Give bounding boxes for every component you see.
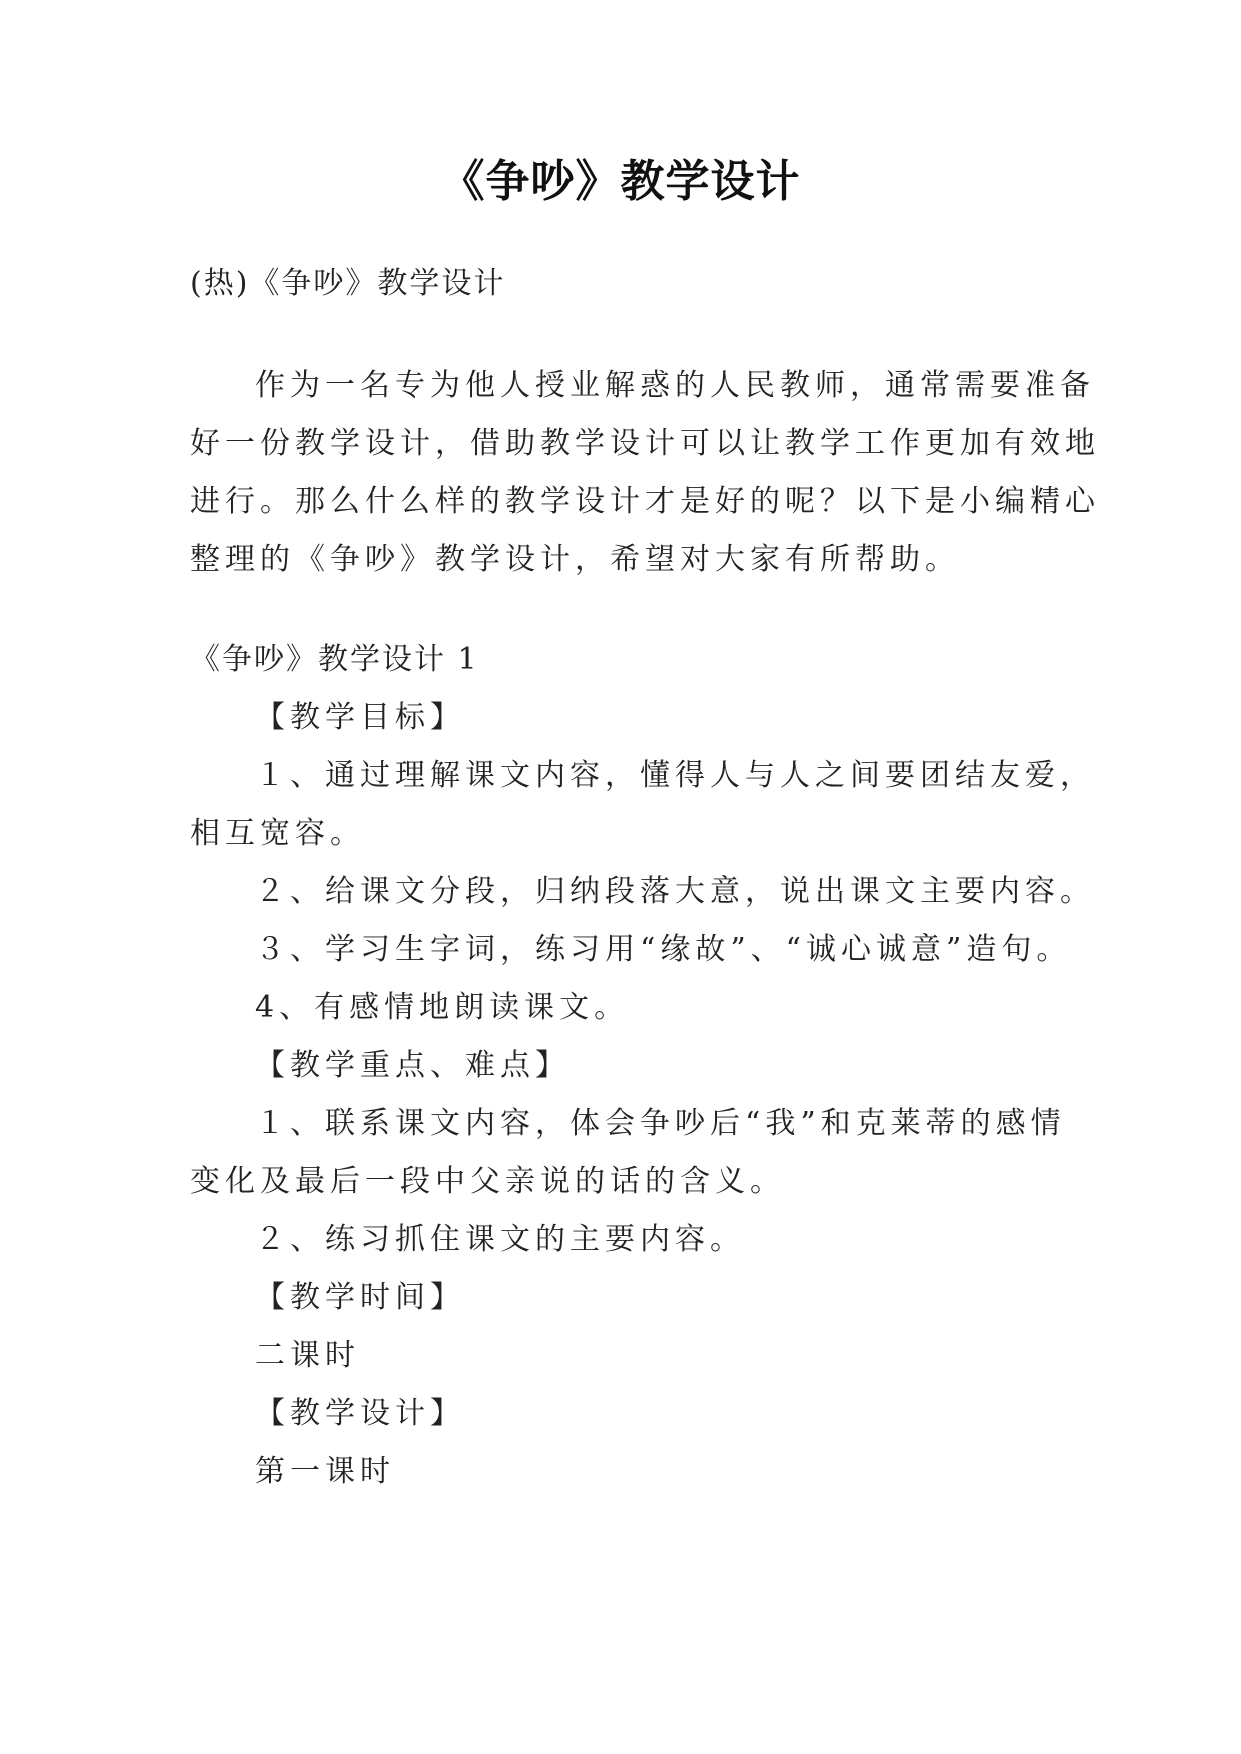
- time-value: 二课时: [255, 1338, 360, 1373]
- intro-line-1: 作为一名专为他人授业解惑的人民教师，通常需要准备: [255, 368, 1095, 403]
- goals-heading: 【教学目标】: [255, 700, 465, 735]
- intro-line-4: 整理的《争吵》教学设计，希望对大家有所帮助。: [190, 542, 960, 577]
- goal-4: 4、有感情地朗读课文。: [255, 990, 630, 1025]
- intro-line-3: 进行。那么什么样的教学设计才是好的呢？以下是小编精心: [190, 484, 1100, 519]
- time-heading: 【教学时间】: [255, 1280, 465, 1315]
- goal-1-line-1: １、通过理解课文内容，懂得人与人之间要团结友爱，: [255, 758, 1095, 793]
- document-subtitle: (热)《争吵》教学设计: [190, 266, 506, 301]
- key-point-2: ２、练习抓住课文的主要内容。: [255, 1222, 745, 1257]
- intro-line-2: 好一份教学设计，借助教学设计可以让教学工作更加有效地: [190, 426, 1100, 461]
- key-points-heading: 【教学重点、难点】: [255, 1048, 570, 1083]
- goal-3: ３、学习生字词，练习用“缘故”、“诚心诚意”造句。: [255, 932, 1072, 967]
- key-point-1-line-1: １、联系课文内容，体会争吵后“我”和克莱蒂的感情: [255, 1106, 1066, 1141]
- document-title: 《争吵》教学设计: [440, 156, 801, 207]
- goal-1-line-2: 相互宽容。: [190, 816, 365, 851]
- key-point-1-line-2: 变化及最后一段中父亲说的话的含义。: [190, 1164, 785, 1199]
- first-lesson: 第一课时: [255, 1454, 395, 1489]
- section-heading: 《争吵》教学设计 1: [190, 642, 479, 677]
- design-heading: 【教学设计】: [255, 1396, 465, 1431]
- goal-2: ２、给课文分段，归纳段落大意，说出课文主要内容。: [255, 874, 1095, 909]
